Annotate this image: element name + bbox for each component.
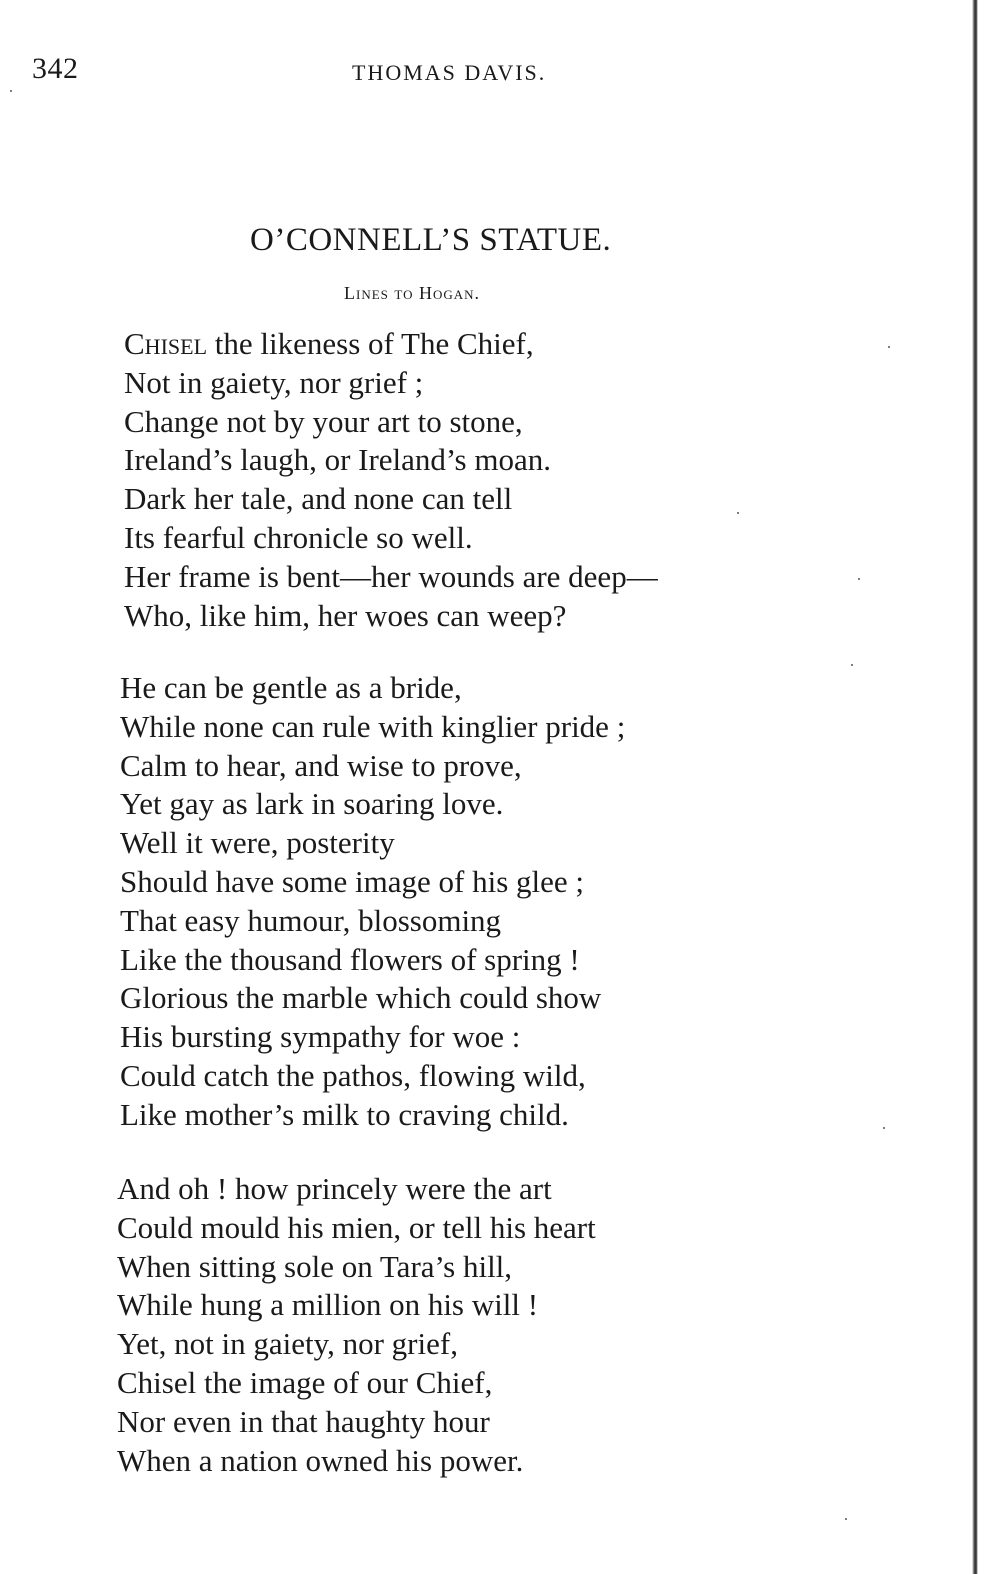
stanza-2 [120,669,625,1135]
poem-line: His bursting sympathy for woe : [120,1019,521,1055]
scan-speck [851,664,853,666]
poem-line: That easy humour, blossoming [120,902,502,938]
poem-line: He can be gentle as a bride, [120,670,462,705]
first-line-rest: the likeness of The Chief, [207,326,534,361]
scan-speck [737,512,739,514]
drop-word: Chisel [124,326,208,361]
poem-line: Calm to hear, and wise to prove, [120,747,522,783]
poem-line: Like the thousand flowers of spring ! [120,941,580,977]
poem-line: Her frame is bent—her wounds are deep— [124,558,658,594]
poem-title: O’CONNELL’S STATUE. [250,222,612,258]
poem-line: Yet, not in gaiety, nor grief, [117,1326,458,1362]
stanza-3 [117,1170,596,1480]
poem-line: Yet gay as lark in soaring love. [120,786,504,822]
poem-line: Well it were, posterity [120,825,395,861]
poem-line: Could catch the pathos, flowing wild, [120,1057,586,1093]
poem-line: Nor even in that haughty hour [117,1403,490,1439]
scan-speck [888,346,890,348]
poem-line: Dark her tale, and none can tell [124,481,513,517]
poem-line: And oh ! how princely were the art [117,1171,552,1206]
poem-line: Ireland’s laugh, or Ireland’s moan. [124,442,551,478]
poem-line: When sitting sole on Tara’s hill, [117,1248,513,1284]
scan-speck [845,1518,847,1520]
scan-speck [883,1127,885,1129]
poem-line: Chisel the image of our Chief, [117,1364,493,1400]
poem-line: While hung a million on his will ! [117,1287,539,1323]
poem-line: Its fearful chronicle so well. [124,519,473,555]
scan-speck [10,90,12,92]
poem-line: Could mould his mien, or tell his heart [117,1209,596,1245]
page-number: 342 [32,52,79,85]
scan-speck [858,578,860,580]
poem-line: Should have some image of his glee ; [120,863,585,899]
poem-line: While none can rule with kinglier pride ; [120,708,626,744]
poem-subtitle: Lines to Hogan. [344,283,481,303]
poem-line: Change not by your art to stone, [124,403,523,439]
poem-line: Glorious the marble which could show [120,980,602,1016]
poem-line: When a nation owned his power. [117,1442,524,1478]
running-head: THOMAS DAVIS. [352,60,547,85]
poem-line [124,325,658,364]
poem-line: Not in gaiety, nor grief ; [124,364,424,400]
page-binding-edge [972,0,978,1574]
poem-line: Who, like him, her woes can weep? [124,597,567,633]
stanza-1 [124,325,658,635]
poem-line: Like mother’s milk to craving child. [120,1096,569,1132]
